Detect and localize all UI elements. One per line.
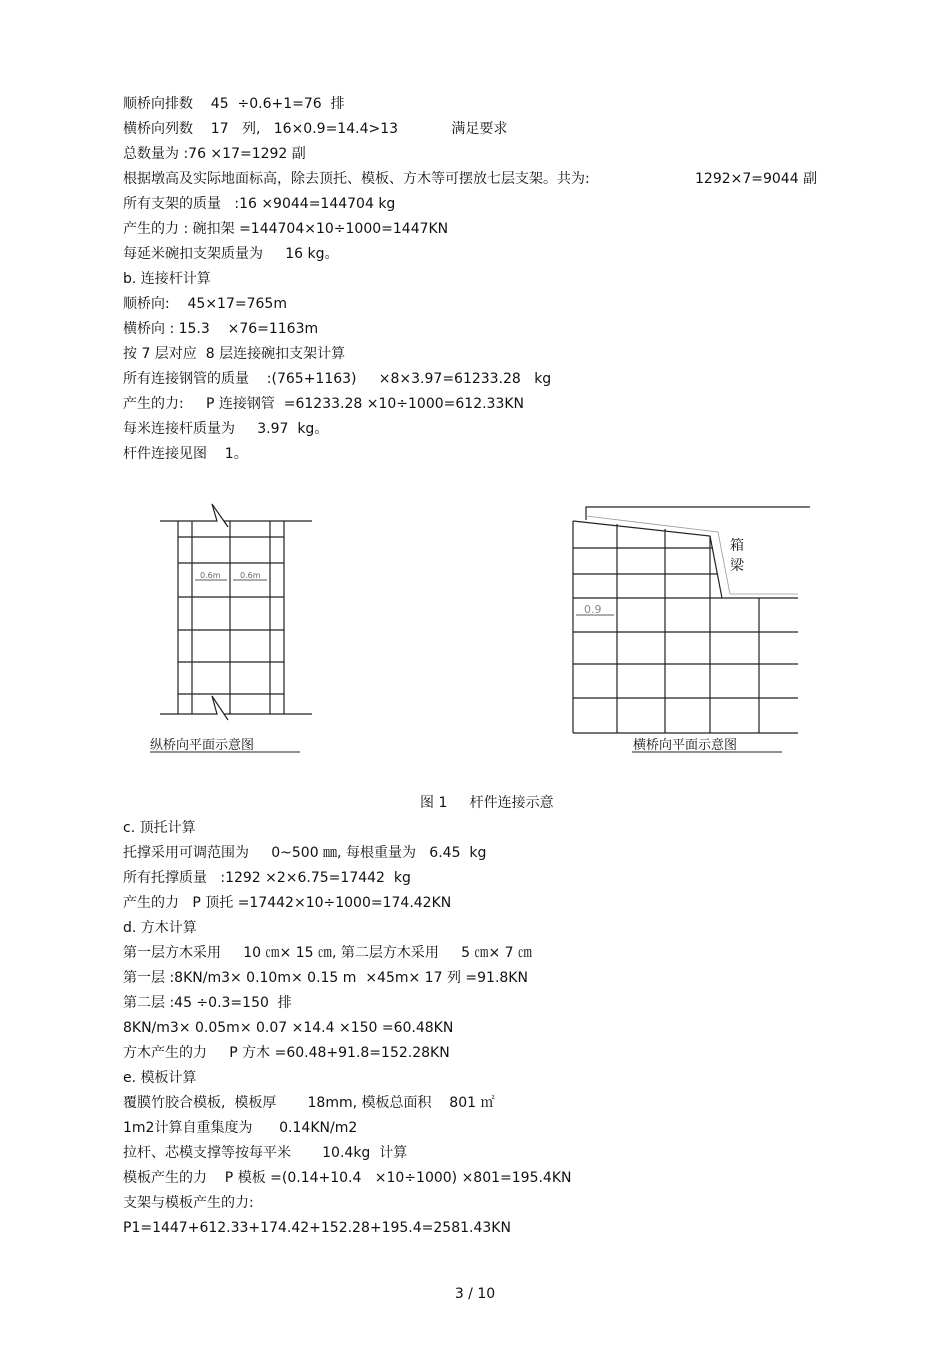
text-line: 第二层 :45 ÷0.3=150 排 [123, 995, 292, 1011]
text-line: 顺桥向排数 45 ÷0.6+1=76 排 [123, 96, 345, 112]
text-line: 模板产生的力 P 模板 =(0.14+10.4 ×10÷1000) ×801=195.4KN [123, 1170, 572, 1186]
text-line: 8KN/m3× 0.05m× 0.07 ×14.4 ×150 =60.48KN [123, 1020, 454, 1036]
text-line: 按 7 层对应 8 层连接碗扣支架计算 [123, 346, 346, 362]
text-line: 方木产生的力 P 方木 =60.48+91.8=152.28KN [123, 1045, 450, 1061]
text-line: 产生的力 : 碗扣架 =144704×10÷1000=1447KN [123, 221, 449, 237]
text-line: P1=1447+612.33+174.42+152.28+195.4=2581.43KN [123, 1220, 511, 1236]
section-heading: d. 方木计算 [123, 920, 197, 936]
text-line: 产生的力 P 顶托 =17442×10÷1000=174.42KN [123, 895, 452, 911]
text-line: 支架与模板产生的力: [123, 1195, 254, 1211]
section-heading: e. 模板计算 [123, 1070, 197, 1086]
text-line: 托撑采用可调范围为 0~500 ㎜, 每根重量为 6.45 kg [123, 845, 487, 861]
text-line: 1292×7=9044 副 [695, 171, 818, 187]
text-line: 第一层 :8KN/m3× 0.10m× 0.15 m ×45m× 17 列 =91.8KN [123, 970, 528, 986]
box-beam-label: 梁 [730, 558, 744, 574]
spacing-label: 0.9 [584, 603, 602, 616]
box-beam-label: 箱 [730, 538, 744, 554]
text-line: 顺桥向: 45×17=765m [123, 296, 287, 312]
transverse-plan-diagram [573, 507, 810, 733]
text-line: 每延米碗扣支架质量为 16 kg。 [123, 246, 339, 262]
text-line: 横桥向列数 17 列, 16×0.9=14.4>13 满足要求 [123, 121, 508, 137]
text-line: 根据墩高及实际地面标高，除去顶托、模板、方木等可摆放七层支架。共为: [123, 171, 590, 187]
section-heading: b. 连接杆计算 [123, 271, 211, 287]
page-number: 3 / 10 [454, 1286, 496, 1302]
longitudinal-plan-diagram [160, 504, 312, 720]
text-line: 每米连接杆质量为 3.97 kg。 [123, 421, 329, 437]
text-line: 总数量为 :76 ×17=1292 副 [123, 146, 306, 162]
spacing-label: 0.6m [200, 571, 221, 580]
text-line: 所有连接钢管的质量 :(765+1163) ×8×3.97=61233.28 kg [123, 371, 552, 387]
section-heading: c. 顶托计算 [123, 820, 196, 836]
figure-1-diagram [0, 490, 950, 770]
spacing-label: 0.6m [240, 571, 261, 580]
text-line: 覆膜竹胶合模板, 模板厚 18mm, 模板总面积 801 ㎡ [123, 1095, 495, 1111]
right-diagram-caption: 横桥向平面示意图 [633, 738, 738, 753]
text-line: 产生的力: P 连接钢管 =61233.28 ×10÷1000=612.33KN [123, 396, 525, 412]
text-line: 第一层方木采用 10 ㎝× 15 ㎝, 第二层方木采用 5 ㎝× 7 ㎝ [123, 945, 533, 961]
figure-caption: 图 1 杆件连接示意 [420, 795, 554, 811]
text-line: 1m2计算自重集度为 0.14KN/m2 [123, 1120, 358, 1136]
text-line: 杆件连接见图 1。 [123, 446, 248, 462]
text-line: 横桥向 : 15.3 ×76=1163m [123, 321, 319, 337]
text-line: 所有支架的质量 :16 ×9044=144704 kg [123, 196, 396, 212]
left-diagram-caption: 纵桥向平面示意图 [150, 738, 255, 753]
text-line: 所有托撑质量 :1292 ×2×6.75=17442 kg [123, 870, 411, 886]
text-line: 拉杆、芯模支撑等按每平米 10.4kg 计算 [123, 1145, 408, 1161]
